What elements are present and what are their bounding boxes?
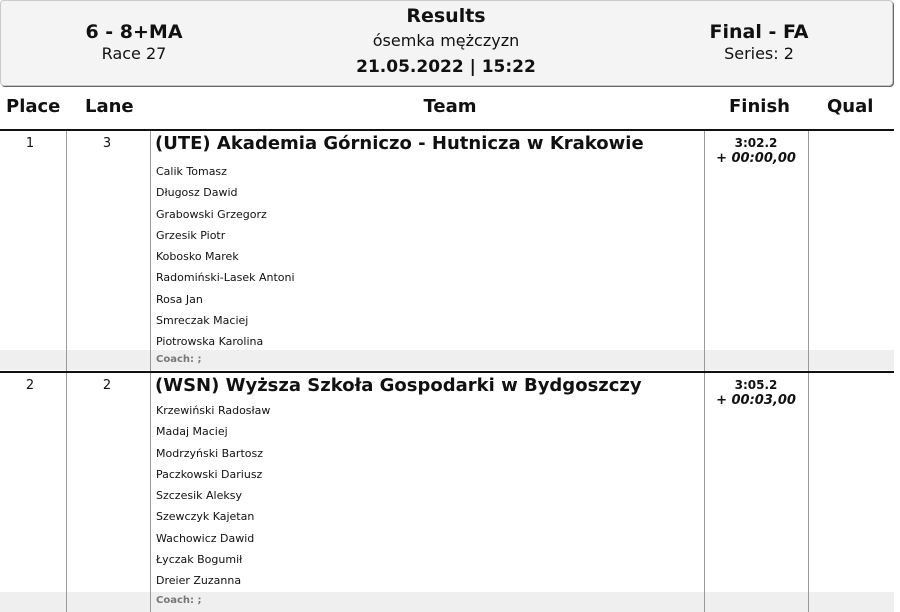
crew-member: Madaj Maciej — [156, 425, 228, 439]
crew-member: Łyczak Bogumił — [156, 553, 243, 567]
crew-member: Dreier Zuzanna — [156, 574, 242, 588]
result-entry — [0, 373, 894, 612]
event-code: 6 - 8+MA — [85, 21, 183, 43]
column-header-lane: Lane — [85, 96, 134, 117]
final-info — [681, 21, 837, 65]
time-delta: + 00:00,00 — [716, 151, 796, 166]
team-name: (WSN) Wyższa Szkoła Gospodarki w Bydgoszczy — [155, 375, 642, 396]
crew-member: Piotrowska Karolina — [156, 335, 264, 349]
crew-member: Kobosko Marek — [156, 250, 239, 264]
entry-place: 1 — [25, 136, 35, 151]
finish-time: 3:02.2 — [734, 136, 778, 150]
crew-member: Radomiński-Lasek Antoni — [156, 271, 295, 285]
crew-member: Grabowski Grzegorz — [156, 207, 267, 221]
time-delta: + 00:03,00 — [716, 393, 796, 408]
crew-list — [156, 400, 270, 592]
entry-lane: 3 — [102, 136, 112, 151]
coach-label: Coach: ; — [156, 354, 202, 365]
event-info — [61, 21, 207, 65]
results-title-block — [301, 5, 591, 78]
column-header-team: Team — [423, 96, 477, 117]
crew-member: Paczkowski Dariusz — [156, 467, 263, 481]
entry-lane: 2 — [102, 378, 112, 393]
entry-place: 2 — [25, 378, 35, 393]
team-name: (UTE) Akademia Górniczo - Hutnicza w Krakowie — [155, 133, 644, 154]
crew-member: Calik Tomasz — [156, 165, 227, 178]
crew-member: Rosa Jan — [156, 292, 203, 306]
crew-list — [156, 161, 295, 353]
coach-label: Coach: ; — [156, 595, 202, 606]
crew-member: Smreczak Maciej — [156, 314, 249, 328]
result-entry — [0, 131, 894, 371]
column-header-place: Place — [6, 96, 61, 117]
column-header-finish: Finish — [729, 96, 790, 117]
results-header — [0, 0, 893, 86]
crew-member: Szczesik Aleksy — [156, 489, 242, 503]
page-title: Results — [406, 5, 486, 27]
crew-member: Szewczyk Kajetan — [156, 510, 255, 524]
crew-member: Modrzyński Bartosz — [156, 446, 263, 460]
column-headers — [0, 88, 894, 131]
column-header-qual: Qual — [827, 96, 874, 117]
crew-member: Wachowicz Dawid — [156, 531, 255, 545]
race-number: Race 27 — [101, 44, 167, 63]
event-subtitle: ósemka mężczyzn — [372, 31, 520, 50]
final-label: Final - FA — [709, 21, 809, 43]
crew-member: Krzewiński Radosław — [156, 404, 271, 417]
crew-member: Długosz Dawid — [156, 186, 238, 200]
series-label: Series: 2 — [724, 44, 794, 63]
finish-time: 3:05.2 — [734, 378, 778, 392]
race-datetime: 21.05.2022 | 15:22 — [356, 57, 536, 77]
crew-member: Grzesik Piotr — [156, 228, 226, 242]
